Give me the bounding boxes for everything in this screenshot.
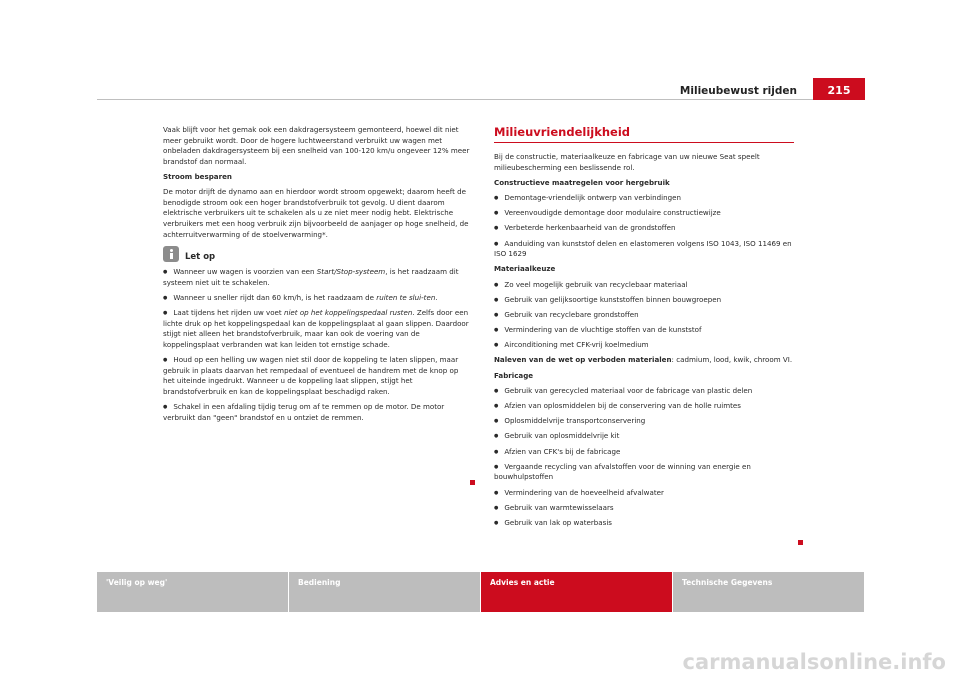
note-item: ● Wanneer u sneller rijdt dan 60 km/h, is het raadzaam de ruiten te slui-ten. [163, 293, 471, 304]
section-end-marker [798, 540, 803, 545]
tab-advies-en-actie[interactable]: Advies en actie [481, 572, 673, 612]
left-column [163, 125, 471, 428]
list-item: ● Gebruik van gelijksoortige kunststoffen binnen bouwgroepen [494, 295, 794, 306]
watermark: carmanualsonline.info [682, 650, 946, 674]
info-note-icon [163, 246, 179, 262]
list-item: ● Vergaande recycling van afvalstoffen voor de winning van energie en bouwhulpstoffen [494, 462, 794, 483]
section-title: Milieuvriendelijkheid [494, 125, 794, 143]
tab-veilig-op-weg[interactable]: 'Veilig op weg' [97, 572, 289, 612]
tab-technische-gegevens[interactable]: Technische Gegevens [673, 572, 865, 612]
note-label: Let op [185, 251, 216, 262]
heading-save-power: Stroom besparen [163, 171, 232, 181]
footer-nav [97, 572, 865, 612]
note-item: ● Laat tijdens het rijden uw voet niet op het koppelingspedaal rusten. Zelfs door een lichte druk op het koppelingspedaal kan de koppelingsplaat al gaan slippen. Daardoor stijgt niet alleen het brandstofverbruik, maar kan ook de voering van de koppelingsplaat verbranden wat kan leiden tot ernstige schade. [163, 308, 471, 350]
list-item: ● Gebruik van warmtewisselaars [494, 503, 794, 514]
page-number: 215 [813, 78, 865, 100]
note-item: ● Schakel in een afdaling tijdig terug om af te remmen op de motor. De motor verbruikt dan "geen" brandstof en u ontziet de remmen. [163, 402, 471, 423]
header-rule [97, 99, 813, 100]
list-item: ● Gebruik van oplosmiddelvrije kit [494, 431, 794, 442]
note-item: ● Wanneer uw wagen is voorzien van een Start/Stop-systeem, is het raadzaam dit systeem niet uit te schakelen. [163, 267, 471, 288]
list-item: ● Airconditioning met CFK-vrij koelmedium [494, 340, 794, 351]
note-header [163, 246, 471, 262]
list-item: ● Verbeterde herkenbaarheid van de grondstoffen [494, 223, 794, 234]
paragraph-prohibited: Naleven van de wet op verboden materialen: cadmium, lood, kwik, chroom VI. [494, 355, 793, 365]
list-item: ● Gebruik van gerecycled materiaal voor de fabricage van plastic delen [494, 386, 794, 397]
heading-recycling: Constructieve maatregelen voor hergebruik [494, 177, 670, 187]
list-item: ● Gebruik van recyclebare grondstoffen [494, 310, 794, 321]
note-item: ● Houd op een helling uw wagen niet stil door de koppeling te laten slippen, maar gebruik in plaats daarvan het rempedaal of eventueel de handrem met de knop op het uiteinde ingedrukt. Wanneer u de koppeling laat slippen, stijgt het brandstofverbruik en kan de koppelingsplaat beschadigd raken. [163, 355, 471, 397]
list-item: ● Aanduiding van kunststof delen en elastomeren volgens ISO 1043, ISO 11469 en ISO 1629 [494, 239, 794, 260]
intro-paragraph: Bij de constructie, materiaalkeuze en fabricage van uw nieuwe Seat speelt milieubescherming een beslissende rol. [494, 152, 760, 172]
list-item: ● Afzien van CFK's bij de fabricage [494, 447, 794, 458]
paragraph-save-power: De motor drijft de dynamo aan en hierdoor wordt stroom opgewekt; daarom heeft de benodigde stroom ook een hoger brandstofverbruik tot gevolg. U dient daarom elektrische verbruikers uit te schakelen als u ze niet meer nodig hebt. Elektrische verbruikers met een hoog verbruik zijn bijvoorbeeld de aanjager op hoge snelheid, de achterruitverwarming of de stoelverwarming*. [163, 187, 469, 239]
heading-material: Materiaalkeuze [494, 264, 556, 274]
list-item: ● Vereenvoudigde demontage door modulaire constructiewijze [494, 208, 794, 219]
list-item: ● Vermindering van de hoeveelheid afvalwater [494, 488, 794, 499]
page-header-title: Milieubewust rijden [679, 85, 797, 97]
section-end-marker [470, 480, 475, 485]
heading-fabrication: Fabricage [494, 370, 534, 380]
right-column [494, 152, 794, 533]
list-item: ● Oplosmiddelvrije transportconservering [494, 416, 794, 427]
list-item: ● Gebruik van lak op waterbasis [494, 518, 794, 529]
list-item: ● Vermindering van de vluchtige stoffen van de kunststof [494, 325, 794, 336]
list-item: ● Afzien van oplosmiddelen bij de conservering van de holle ruimtes [494, 401, 794, 412]
list-item: ● Zo veel mogelijk gebruik van recyclebaar materiaal [494, 280, 794, 291]
tab-bediening[interactable]: Bediening [289, 572, 481, 612]
paragraph-roof-rack: Vaak blijft voor het gemak ook een dakdragersysteem gemonteerd, hoewel dit niet meer gebruikt wordt. Door de hogere luchtweerstand verbruikt uw wagen met onbeladen dakdragersysteem bij een snelheid van 100-120 km/u ongeveer 12% meer brandstof dan normaal. [163, 125, 470, 166]
list-item: ● Demontage-vriendelijk ontwerp van verbindingen [494, 193, 794, 204]
